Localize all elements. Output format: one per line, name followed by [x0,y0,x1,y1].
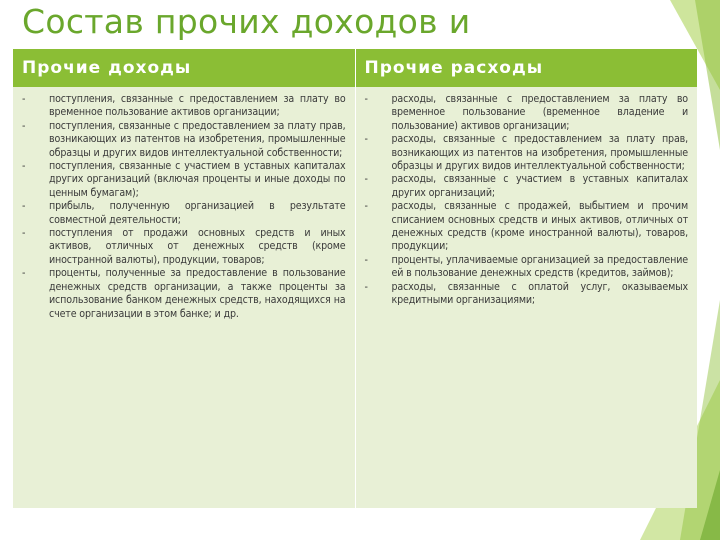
list-item-text: поступления, связанные с предоставлением за плату прав, возникающих из патентов на изобретения, промышленные образцы и других видов интеллектуальной собственности; [49,119,346,159]
list-item-text: проценты, полученные за предоставление в пользование денежных средств организации, а также проценты за использование банком денежных средств, находящихся на счете организации в этом банке; и др. [49,267,346,320]
list-item-text: расходы, связанные с предоставлением за плату прав, возникающих из патентов на изобретения, промышленные образцы и других видов интеллектуальной собственности; [391,133,688,173]
slide-title: Состав прочих доходов и [22,2,471,41]
list-item-text: расходы, связанные с предоставлением за плату во временное пользование (временное владение и пользование) активов организации; [391,93,688,132]
list-item [365,200,689,254]
list-marker: - [22,93,26,105]
list-marker: - [22,200,26,213]
list-item-text: расходы, связанные с оплатой услуг, оказываемых кредитными организациями; [391,280,688,307]
list-marker: - [364,253,368,266]
list-item-text: поступления, связанные с предоставлением за плату во временное пользование активов организации; [49,93,346,119]
list-item [365,173,689,200]
list-item [365,254,689,281]
list-marker: - [364,200,368,213]
list-item [22,200,346,227]
list-item [22,267,346,321]
list-item [365,133,689,173]
other-expenses-cell [355,87,697,508]
list-marker: - [22,160,26,173]
list-item [22,227,346,267]
list-item-text: расходы, связанные с продажей, выбытием и прочим списанием основных средств и иных активов, отличных от денежных средств (кроме иностранной валюты), товаров, продукции; [391,200,688,253]
other-income-cell [13,87,355,508]
list-marker: - [22,119,26,132]
list-marker: - [22,227,26,240]
other-income-list [22,93,346,321]
list-item [22,93,346,120]
list-item [22,120,346,160]
list-item-text: поступления, связанные с участием в уставных капиталах других организаций (включая проценты и иные доходы по ценным бумагам); [49,160,346,199]
list-item-text: расходы, связанные с участием в уставных капиталах других организаций; [391,173,688,199]
list-item [22,160,346,200]
income-expense-table [13,49,697,508]
header-other-income: Прочие доходы [13,49,355,87]
list-marker: - [364,173,368,186]
list-item-text: прибыль, полученную организацией в результате совместной деятельности; [49,200,346,226]
list-marker: - [364,280,368,293]
list-item [365,93,689,133]
other-expenses-list [365,93,689,308]
list-marker: - [364,93,368,105]
list-item-text: проценты, уплачиваемые организацией за предоставление ей в пользование денежных средств (кредитов, займов); [391,253,688,280]
header-other-expenses: Прочие расходы [355,49,697,87]
list-item-text: поступления от продажи основных средств и иных активов, отличных от денежных средств (кроме иностранной валюты), продукции, товаров; [49,227,346,266]
list-marker: - [22,267,26,280]
list-item [365,281,689,308]
list-marker: - [364,133,368,146]
